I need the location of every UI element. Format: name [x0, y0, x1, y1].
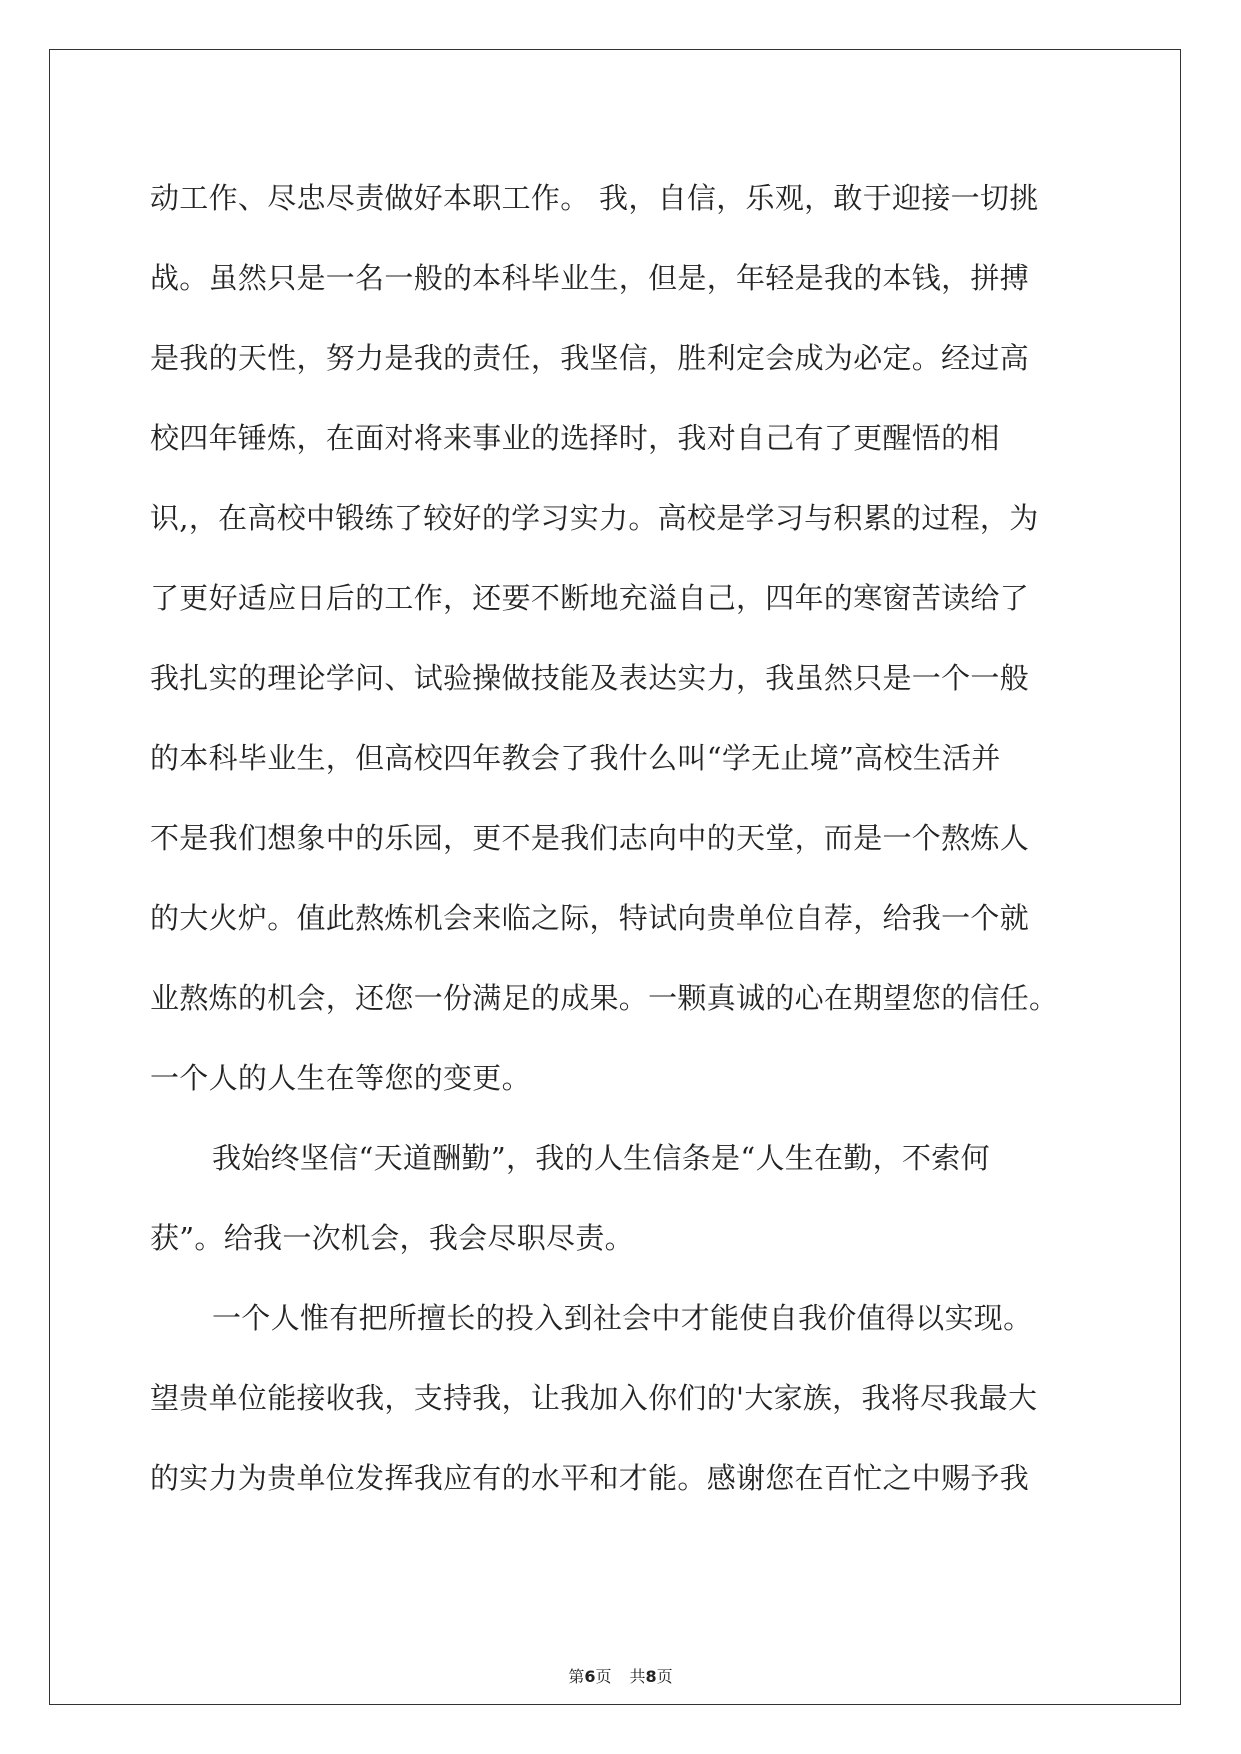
page-footer	[0, 1664, 1241, 1687]
current-page: 6	[584, 1667, 596, 1686]
text-line: 战。虽然只是一名一般的本科毕业生，但是，年轻是我的本钱，拼搏	[150, 261, 1030, 295]
text-line: 一个人惟有把所擅长的投入到社会中才能使自我价值得以实现。	[212, 1301, 1033, 1335]
total-suffix: 页	[656, 1667, 673, 1686]
text-line: 我扎实的理论学问、试验操做技能及表达实力，我虽然只是一个一般	[150, 661, 1030, 695]
text-line: 的本科毕业生，但高校四年教会了我什么叫“学无止境”高校生活并	[150, 741, 1001, 775]
page-total	[630, 1667, 673, 1686]
text-line: 的大火炉。值此熬炼机会来临之际，特试向贵单位自荐，给我一个就	[150, 901, 1030, 935]
page-number	[568, 1667, 611, 1686]
text-line: 获”。给我一次机会，我会尽职尽责。	[150, 1221, 634, 1255]
text-line: 一个人的人生在等您的变更。	[150, 1061, 531, 1095]
paragraph	[150, 158, 1080, 1118]
text-line: 动工作、尽忠尽责做好本职工作。 我，自信，乐观，敢于迎接一切挑	[150, 181, 1039, 215]
total-pages: 8	[645, 1667, 657, 1686]
page-prefix: 第	[568, 1667, 585, 1686]
text-line: 校四年锤炼，在面对将来事业的选择时，我对自己有了更醒悟的相	[150, 421, 1000, 455]
text-line: 识,，在高校中锻练了较好的学习实力。高校是学习与积累的过程，为	[150, 501, 1039, 535]
text-line: 不是我们想象中的乐园，更不是我们志向中的天堂，而是一个熬炼人	[150, 821, 1030, 855]
paragraph	[150, 1118, 1080, 1278]
total-prefix: 共	[629, 1667, 646, 1686]
text-line: 我始终坚信“天道酬勤”，我的人生信条是“人生在勤，不索何	[212, 1141, 990, 1175]
text-line: 望贵单位能接收我，支持我，让我加入你们的'大家族，我将尽我最大	[150, 1381, 1038, 1415]
text-line: 业熬炼的机会，还您一份满足的成果。一颗真诚的心在期望您的信任。	[150, 981, 1059, 1015]
page-suffix: 页	[595, 1667, 612, 1686]
text-line: 是我的天性，努力是我的责任，我坚信，胜利定会成为必定。经过高	[150, 341, 1030, 375]
text-line: 的实力为贵单位发挥我应有的水平和才能。感谢您在百忙之中赐予我	[150, 1461, 1030, 1495]
document-body	[150, 158, 1080, 1518]
text-line: 了更好适应日后的工作，还要不断地充溢自己，四年的寒窗苦读给了	[150, 581, 1030, 615]
paragraph	[150, 1278, 1080, 1518]
